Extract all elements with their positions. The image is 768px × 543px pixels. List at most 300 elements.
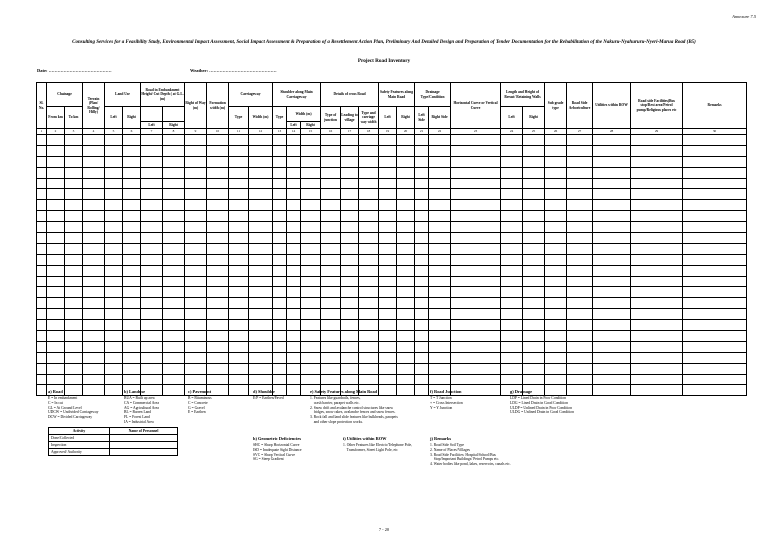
- table-cell[interactable]: [287, 145, 301, 156]
- table-cell[interactable]: [397, 352, 415, 363]
- table-cell[interactable]: [185, 352, 207, 363]
- table-cell[interactable]: [105, 233, 123, 244]
- table-cell[interactable]: [341, 222, 359, 233]
- table-cell[interactable]: [249, 167, 273, 178]
- table-cell[interactable]: [415, 287, 429, 298]
- table-cell[interactable]: [341, 243, 359, 254]
- table-cell[interactable]: [451, 135, 501, 146]
- table-cell[interactable]: [185, 156, 207, 167]
- table-cell[interactable]: [105, 287, 123, 298]
- table-cell[interactable]: [249, 331, 273, 342]
- table-cell[interactable]: [37, 374, 47, 385]
- table-cell[interactable]: [105, 243, 123, 254]
- table-cell[interactable]: [341, 200, 359, 211]
- table-cell[interactable]: [567, 374, 593, 385]
- table-cell[interactable]: [105, 374, 123, 385]
- table-cell[interactable]: [415, 363, 429, 374]
- table-cell[interactable]: [429, 135, 451, 146]
- table-cell[interactable]: [501, 167, 523, 178]
- table-cell[interactable]: [415, 298, 429, 309]
- table-cell[interactable]: [65, 320, 83, 331]
- table-cell[interactable]: [287, 341, 301, 352]
- table-cell[interactable]: [567, 265, 593, 276]
- table-cell[interactable]: [229, 363, 249, 374]
- table-cell[interactable]: [185, 298, 207, 309]
- table-cell[interactable]: [359, 298, 379, 309]
- table-cell[interactable]: [185, 363, 207, 374]
- table-cell[interactable]: [123, 254, 141, 265]
- table-cell[interactable]: [545, 374, 567, 385]
- table-cell[interactable]: [273, 189, 287, 200]
- table-cell[interactable]: [451, 167, 501, 178]
- table-cell[interactable]: [341, 211, 359, 222]
- table-cell[interactable]: [37, 222, 47, 233]
- table-cell[interactable]: [451, 374, 501, 385]
- table-cell[interactable]: [249, 189, 273, 200]
- table-cell[interactable]: [429, 265, 451, 276]
- table-cell[interactable]: [47, 287, 65, 298]
- table-cell[interactable]: [501, 265, 523, 276]
- table-cell[interactable]: [273, 276, 287, 287]
- table-cell[interactable]: [379, 211, 397, 222]
- table-cell[interactable]: [37, 189, 47, 200]
- table-cell[interactable]: [523, 243, 545, 254]
- table-cell[interactable]: [567, 200, 593, 211]
- table-cell[interactable]: [163, 331, 185, 342]
- table-cell[interactable]: [429, 363, 451, 374]
- table-cell[interactable]: [83, 374, 105, 385]
- table-cell[interactable]: [429, 167, 451, 178]
- table-cell[interactable]: [341, 374, 359, 385]
- table-cell[interactable]: [37, 135, 47, 146]
- table-cell[interactable]: [359, 320, 379, 331]
- table-cell[interactable]: [429, 178, 451, 189]
- table-cell[interactable]: [415, 233, 429, 244]
- table-cell[interactable]: [65, 374, 83, 385]
- table-cell[interactable]: [229, 200, 249, 211]
- table-cell[interactable]: [501, 374, 523, 385]
- table-cell[interactable]: [567, 287, 593, 298]
- table-cell[interactable]: [301, 320, 321, 331]
- table-cell[interactable]: [523, 145, 545, 156]
- table-cell[interactable]: [683, 145, 747, 156]
- table-cell[interactable]: [523, 200, 545, 211]
- table-cell[interactable]: [567, 135, 593, 146]
- table-cell[interactable]: [321, 167, 341, 178]
- table-cell[interactable]: [415, 135, 429, 146]
- table-cell[interactable]: [567, 233, 593, 244]
- table-cell[interactable]: [229, 222, 249, 233]
- table-cell[interactable]: [163, 298, 185, 309]
- table-cell[interactable]: [429, 309, 451, 320]
- table-cell[interactable]: [631, 135, 683, 146]
- table-cell[interactable]: [301, 287, 321, 298]
- table-cell[interactable]: [123, 331, 141, 342]
- table-cell[interactable]: [83, 178, 105, 189]
- table-cell[interactable]: [341, 363, 359, 374]
- table-cell[interactable]: [631, 254, 683, 265]
- table-cell[interactable]: [185, 145, 207, 156]
- table-cell[interactable]: [523, 156, 545, 167]
- table-cell[interactable]: [163, 243, 185, 254]
- table-cell[interactable]: [105, 265, 123, 276]
- table-cell[interactable]: [273, 178, 287, 189]
- table-cell[interactable]: [523, 276, 545, 287]
- table-cell[interactable]: [415, 178, 429, 189]
- table-cell[interactable]: [83, 135, 105, 146]
- table-cell[interactable]: [47, 222, 65, 233]
- table-cell[interactable]: [359, 167, 379, 178]
- table-cell[interactable]: [65, 200, 83, 211]
- table-cell[interactable]: [37, 287, 47, 298]
- table-cell[interactable]: [287, 309, 301, 320]
- table-cell[interactable]: [301, 363, 321, 374]
- table-cell[interactable]: [249, 341, 273, 352]
- table-cell[interactable]: [451, 233, 501, 244]
- table-cell[interactable]: [359, 189, 379, 200]
- table-cell[interactable]: [341, 287, 359, 298]
- table-cell[interactable]: [429, 287, 451, 298]
- table-cell[interactable]: [273, 135, 287, 146]
- table-cell[interactable]: [523, 222, 545, 233]
- table-cell[interactable]: [451, 265, 501, 276]
- table-cell[interactable]: [47, 135, 65, 146]
- table-cell[interactable]: [341, 189, 359, 200]
- table-cell[interactable]: [83, 363, 105, 374]
- table-cell[interactable]: [567, 167, 593, 178]
- table-cell[interactable]: [105, 276, 123, 287]
- table-cell[interactable]: [359, 135, 379, 146]
- table-cell[interactable]: [523, 135, 545, 146]
- table-cell[interactable]: [545, 233, 567, 244]
- table-cell[interactable]: [501, 145, 523, 156]
- table-cell[interactable]: [593, 211, 631, 222]
- table-cell[interactable]: [163, 374, 185, 385]
- table-cell[interactable]: [37, 385, 47, 396]
- table-cell[interactable]: [359, 265, 379, 276]
- table-cell[interactable]: [249, 320, 273, 331]
- table-cell[interactable]: [397, 309, 415, 320]
- table-cell[interactable]: [631, 222, 683, 233]
- table-cell[interactable]: [301, 331, 321, 342]
- table-cell[interactable]: [105, 352, 123, 363]
- table-cell[interactable]: [163, 287, 185, 298]
- table-cell[interactable]: [123, 211, 141, 222]
- table-cell[interactable]: [65, 254, 83, 265]
- table-cell[interactable]: [229, 287, 249, 298]
- table-cell[interactable]: [123, 320, 141, 331]
- table-cell[interactable]: [379, 385, 397, 396]
- table-cell[interactable]: [37, 298, 47, 309]
- table-cell[interactable]: [273, 298, 287, 309]
- table-cell[interactable]: [185, 276, 207, 287]
- table-cell[interactable]: [47, 276, 65, 287]
- table-cell[interactable]: [163, 341, 185, 352]
- table-cell[interactable]: [321, 341, 341, 352]
- table-cell[interactable]: [567, 331, 593, 342]
- table-cell[interactable]: [429, 211, 451, 222]
- table-cell[interactable]: [301, 211, 321, 222]
- table-cell[interactable]: [501, 222, 523, 233]
- table-cell[interactable]: [37, 254, 47, 265]
- table-cell[interactable]: [545, 363, 567, 374]
- table-cell[interactable]: [287, 189, 301, 200]
- table-cell[interactable]: [83, 254, 105, 265]
- table-cell[interactable]: [501, 309, 523, 320]
- table-cell[interactable]: [429, 233, 451, 244]
- table-cell[interactable]: [37, 341, 47, 352]
- table-cell[interactable]: [593, 374, 631, 385]
- table-cell[interactable]: [567, 189, 593, 200]
- table-cell[interactable]: [47, 178, 65, 189]
- table-cell[interactable]: [83, 167, 105, 178]
- table-cell[interactable]: [185, 374, 207, 385]
- table-cell[interactable]: [451, 189, 501, 200]
- table-cell[interactable]: [397, 363, 415, 374]
- table-cell[interactable]: [683, 287, 747, 298]
- table-cell[interactable]: [683, 363, 747, 374]
- table-cell[interactable]: [683, 156, 747, 167]
- table-cell[interactable]: [141, 145, 163, 156]
- table-cell[interactable]: [229, 178, 249, 189]
- table-cell[interactable]: [631, 374, 683, 385]
- table-cell[interactable]: [341, 265, 359, 276]
- table-cell[interactable]: [141, 222, 163, 233]
- table-cell[interactable]: [341, 341, 359, 352]
- table-cell[interactable]: [501, 135, 523, 146]
- table-cell[interactable]: [379, 189, 397, 200]
- table-cell[interactable]: [141, 200, 163, 211]
- table-cell[interactable]: [593, 233, 631, 244]
- table-cell[interactable]: [47, 211, 65, 222]
- table-cell[interactable]: [397, 287, 415, 298]
- table-cell[interactable]: [359, 374, 379, 385]
- table-cell[interactable]: [397, 331, 415, 342]
- table-cell[interactable]: [105, 254, 123, 265]
- table-cell[interactable]: [415, 254, 429, 265]
- table-cell[interactable]: [683, 341, 747, 352]
- table-cell[interactable]: [321, 298, 341, 309]
- table-cell[interactable]: [207, 320, 229, 331]
- table-cell[interactable]: [397, 254, 415, 265]
- table-cell[interactable]: [683, 385, 747, 396]
- table-cell[interactable]: [683, 211, 747, 222]
- table-cell[interactable]: [163, 156, 185, 167]
- table-cell[interactable]: [341, 309, 359, 320]
- table-cell[interactable]: [451, 145, 501, 156]
- table-cell[interactable]: [105, 145, 123, 156]
- table-cell[interactable]: [185, 243, 207, 254]
- table-cell[interactable]: [301, 167, 321, 178]
- table-cell[interactable]: [523, 178, 545, 189]
- table-cell[interactable]: [397, 189, 415, 200]
- table-cell[interactable]: [321, 145, 341, 156]
- table-cell[interactable]: [593, 265, 631, 276]
- table-cell[interactable]: [379, 167, 397, 178]
- table-cell[interactable]: [593, 287, 631, 298]
- table-cell[interactable]: [321, 374, 341, 385]
- table-cell[interactable]: [83, 276, 105, 287]
- table-cell[interactable]: [163, 320, 185, 331]
- table-cell[interactable]: [301, 145, 321, 156]
- table-cell[interactable]: [429, 243, 451, 254]
- table-cell[interactable]: [397, 374, 415, 385]
- table-cell[interactable]: [631, 265, 683, 276]
- table-cell[interactable]: [451, 287, 501, 298]
- table-cell[interactable]: [523, 331, 545, 342]
- table-cell[interactable]: [83, 233, 105, 244]
- table-cell[interactable]: [249, 243, 273, 254]
- table-cell[interactable]: [321, 320, 341, 331]
- table-cell[interactable]: [273, 287, 287, 298]
- table-cell[interactable]: [229, 211, 249, 222]
- table-cell[interactable]: [83, 156, 105, 167]
- table-cell[interactable]: [287, 385, 301, 396]
- table-cell[interactable]: [163, 276, 185, 287]
- table-cell[interactable]: [321, 254, 341, 265]
- table-cell[interactable]: [185, 287, 207, 298]
- table-cell[interactable]: [501, 189, 523, 200]
- table-cell[interactable]: [683, 233, 747, 244]
- table-cell[interactable]: [429, 320, 451, 331]
- table-cell[interactable]: [683, 167, 747, 178]
- table-cell[interactable]: [47, 265, 65, 276]
- table-cell[interactable]: [105, 135, 123, 146]
- table-cell[interactable]: [567, 363, 593, 374]
- table-cell[interactable]: [567, 298, 593, 309]
- table-cell[interactable]: [249, 352, 273, 363]
- table-cell[interactable]: [501, 287, 523, 298]
- table-cell[interactable]: [229, 167, 249, 178]
- table-cell[interactable]: [105, 385, 123, 396]
- table-cell[interactable]: [631, 167, 683, 178]
- table-cell[interactable]: [631, 309, 683, 320]
- table-cell[interactable]: [47, 374, 65, 385]
- table-cell[interactable]: [185, 167, 207, 178]
- table-cell[interactable]: [683, 243, 747, 254]
- table-cell[interactable]: [593, 309, 631, 320]
- table-cell[interactable]: [65, 276, 83, 287]
- table-cell[interactable]: [163, 254, 185, 265]
- table-cell[interactable]: [287, 265, 301, 276]
- table-cell[interactable]: [141, 243, 163, 254]
- table-cell[interactable]: [207, 331, 229, 342]
- table-cell[interactable]: [229, 341, 249, 352]
- table-cell[interactable]: [141, 189, 163, 200]
- table-cell[interactable]: [397, 233, 415, 244]
- table-cell[interactable]: [47, 363, 65, 374]
- table-cell[interactable]: [593, 178, 631, 189]
- table-cell[interactable]: [37, 156, 47, 167]
- table-cell[interactable]: [273, 145, 287, 156]
- table-cell[interactable]: [37, 178, 47, 189]
- table-cell[interactable]: [415, 167, 429, 178]
- table-cell[interactable]: [429, 276, 451, 287]
- table-cell[interactable]: [105, 298, 123, 309]
- table-cell[interactable]: [287, 374, 301, 385]
- table-cell[interactable]: [359, 287, 379, 298]
- table-cell[interactable]: [185, 222, 207, 233]
- table-cell[interactable]: [379, 352, 397, 363]
- table-cell[interactable]: [545, 331, 567, 342]
- table-cell[interactable]: [65, 265, 83, 276]
- table-cell[interactable]: [249, 309, 273, 320]
- table-cell[interactable]: [163, 200, 185, 211]
- table-cell[interactable]: [123, 156, 141, 167]
- table-cell[interactable]: [567, 243, 593, 254]
- table-cell[interactable]: [397, 211, 415, 222]
- table-cell[interactable]: [229, 243, 249, 254]
- table-cell[interactable]: [105, 178, 123, 189]
- table-cell[interactable]: [379, 276, 397, 287]
- table-cell[interactable]: [37, 200, 47, 211]
- table-cell[interactable]: [321, 135, 341, 146]
- table-cell[interactable]: [83, 189, 105, 200]
- table-cell[interactable]: [163, 265, 185, 276]
- table-cell[interactable]: [207, 374, 229, 385]
- table-cell[interactable]: [229, 352, 249, 363]
- table-cell[interactable]: [141, 298, 163, 309]
- table-cell[interactable]: [683, 189, 747, 200]
- table-cell[interactable]: [185, 341, 207, 352]
- table-cell[interactable]: [379, 298, 397, 309]
- table-cell[interactable]: [83, 341, 105, 352]
- table-cell[interactable]: [523, 167, 545, 178]
- table-cell[interactable]: [301, 265, 321, 276]
- table-cell[interactable]: [301, 276, 321, 287]
- table-cell[interactable]: [37, 363, 47, 374]
- table-cell[interactable]: [185, 211, 207, 222]
- table-cell[interactable]: [415, 374, 429, 385]
- table-cell[interactable]: [207, 233, 229, 244]
- table-cell[interactable]: [47, 298, 65, 309]
- table-cell[interactable]: [415, 331, 429, 342]
- table-cell[interactable]: [105, 156, 123, 167]
- table-cell[interactable]: [321, 309, 341, 320]
- table-cell[interactable]: [273, 222, 287, 233]
- table-cell[interactable]: [683, 309, 747, 320]
- table-cell[interactable]: [229, 309, 249, 320]
- table-cell[interactable]: [301, 200, 321, 211]
- table-cell[interactable]: [287, 243, 301, 254]
- table-cell[interactable]: [397, 265, 415, 276]
- table-cell[interactable]: [415, 309, 429, 320]
- table-cell[interactable]: [683, 331, 747, 342]
- table-cell[interactable]: [105, 331, 123, 342]
- table-cell[interactable]: [141, 265, 163, 276]
- table-cell[interactable]: [65, 385, 83, 396]
- table-cell[interactable]: [341, 145, 359, 156]
- table-cell[interactable]: [105, 341, 123, 352]
- table-cell[interactable]: [429, 200, 451, 211]
- table-cell[interactable]: [359, 200, 379, 211]
- table-cell[interactable]: [105, 200, 123, 211]
- table-cell[interactable]: [123, 309, 141, 320]
- table-cell[interactable]: [249, 254, 273, 265]
- table-cell[interactable]: [379, 233, 397, 244]
- table-cell[interactable]: [185, 309, 207, 320]
- table-cell[interactable]: [123, 233, 141, 244]
- table-cell[interactable]: [545, 320, 567, 331]
- table-cell[interactable]: [65, 341, 83, 352]
- table-cell[interactable]: [379, 320, 397, 331]
- table-cell[interactable]: [141, 178, 163, 189]
- table-cell[interactable]: [341, 156, 359, 167]
- table-cell[interactable]: [379, 331, 397, 342]
- table-cell[interactable]: [501, 211, 523, 222]
- table-cell[interactable]: [321, 178, 341, 189]
- table-cell[interactable]: [379, 341, 397, 352]
